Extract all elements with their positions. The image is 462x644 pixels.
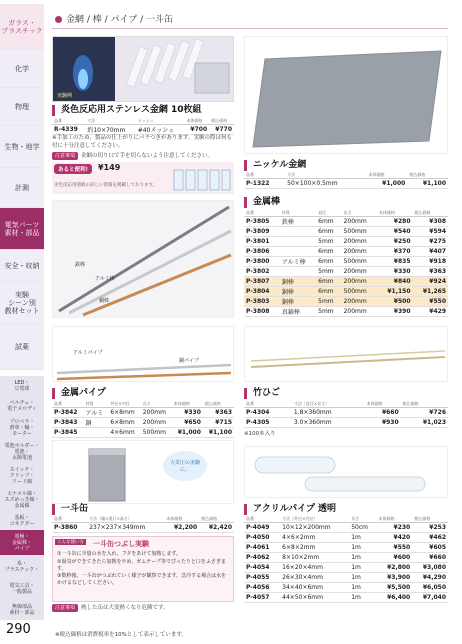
sidebar-tab-physics[interactable]: 物理 — [0, 88, 44, 126]
sidebar-sub-led[interactable]: LED・ 豆電球 — [0, 376, 44, 396]
bamboo-illustration — [245, 327, 448, 382]
table-row: P-4050 4×6×2mm 1m ¥420 ¥462 — [246, 534, 446, 541]
acrylic-title: アクリルパイプ 透明 — [244, 504, 336, 515]
acrylic-photo — [244, 446, 448, 498]
convenient-price: ¥149 — [98, 163, 121, 172]
can-notice: 注意事項 熱した缶は大変熱くなり危険です。 — [52, 604, 234, 612]
sidebar-sub-peltier[interactable]: ベルチェ・ 電子メロディ — [0, 396, 44, 416]
table-row: P-3807 銅棒 6mm 200mm ¥840 ¥924 — [246, 278, 446, 286]
breadcrumb — [55, 12, 173, 25]
mesh-note: ※手加工のため、製品の仕上がりにバラつきがあります。実験の際は何も付に十分注意してください。 — [52, 135, 232, 149]
category-sidebar — [0, 0, 44, 620]
page-number: 290 — [6, 622, 31, 637]
pipe-label-aluminum: アルミパイプ — [73, 350, 103, 356]
bullet-icon — [55, 16, 62, 23]
sidebar-sub-wire[interactable]: エナメル線・ スズめっき線・ 金属線 — [0, 488, 44, 512]
sidebar-tab-biology[interactable]: 生物・地学 — [0, 126, 44, 168]
experiment-step: ②湯気ができてきたら加熱をやめ、ガムテープ等でぴったりと口をふさぎます。 — [57, 559, 226, 572]
convenient-box — [52, 162, 234, 194]
sidebar-sub-board[interactable]: 基板・ コネクター — [0, 512, 44, 530]
sidebar-sub-switch[interactable]: スイッチ・ クリップ・ リード線 — [0, 464, 44, 488]
sidebar-sub-tools[interactable]: 電気工具・ 一般製品 — [0, 578, 44, 600]
convenient-label: あると便利! — [54, 164, 92, 174]
notice-badge: 注意事項 — [52, 604, 78, 612]
tax-footnote: ※税込価格は消費税率を10%として表示しています。 — [55, 632, 187, 638]
can-illustration — [53, 441, 234, 504]
table-row: P-3809 6mm 500mm ¥540 ¥594 — [246, 228, 446, 235]
bamboo-title: 竹ひご — [244, 388, 280, 399]
can-photo — [52, 440, 234, 504]
table-row: P-3842 アルミ 6×8mm 200mm ¥330 ¥363 — [54, 409, 232, 417]
sidebar-sub-battery[interactable]: 電池ホルダー・ 電池・ 太陽電池 — [0, 440, 44, 464]
bamboo-table: 品番 寸法（直径×長さ） 本体価格 税込価格 P-4304 1.8×360mm ¥660 ¥726 P-4305 3.0×360mm ¥930 ¥1,023 — [246, 401, 446, 426]
sidebar-tab-glass[interactable]: ガラス・ プラスチック — [0, 4, 44, 50]
nickel-photo — [244, 36, 448, 154]
header-divider — [52, 28, 448, 29]
table-row: P-3800 アルミ棒 6mm 500mm ¥835 ¥918 — [246, 258, 446, 266]
can-bubble-text: 大気圧の実験に。 — [169, 460, 200, 473]
can-bubble — [163, 451, 207, 481]
rods-photo — [52, 200, 234, 318]
rod-label-iron: 鉄棒 — [75, 262, 86, 268]
sidebar-tab-measurement[interactable]: 計測 — [0, 168, 44, 208]
table-row: P-3802 5mm 200mm ¥330 ¥363 — [246, 268, 446, 275]
table-row: P-1322 50×100×0.5mm ¥1,000 ¥1,100 — [246, 180, 446, 187]
table-row: P-4057 44×50×6mm 1m ¥6,400 ¥7,040 — [246, 594, 446, 601]
sidebar-tab-chemistry[interactable]: 化学 — [0, 50, 44, 88]
table-row: P-3843 銅 6×8mm 200mm ¥650 ¥715 — [54, 419, 232, 427]
table-row: P-3860 237×237×349mm ¥2,200 ¥2,420 — [54, 524, 232, 531]
bamboo-note: ※100本入り — [244, 431, 276, 437]
mesh-title: 炎色反応用ステンレス金網 10枚組 — [52, 105, 202, 116]
notice-badge: 注意事項 — [52, 152, 78, 160]
sidebar-sub-motor[interactable]: プロペラ・ 滑車・軸・ モーター — [0, 416, 44, 440]
rods-title: 金属棒 — [244, 197, 280, 208]
rods-illustration — [53, 201, 234, 318]
table-row: P-4054 16×20×4mm 1m ¥2,800 ¥3,080 — [246, 564, 446, 571]
experiment-title: 一斗缶つぶし実験 — [93, 540, 149, 548]
nickel-table: 品番 寸法 本体価格 税込価格 P-1322 50×100×0.5mm ¥1,000 ¥1,100 — [246, 172, 446, 187]
mesh-photo — [52, 36, 234, 102]
table-row: R-4339 約10×70mm #40メッシュ ¥700 ¥770 — [54, 126, 232, 134]
acrylic-illustration — [245, 447, 448, 498]
sidebar-tab-electric-parts[interactable]: 電気パーツ 素材・部品 — [0, 208, 44, 250]
convenient-note: 炎色反応用溶液の詳しい情報を掲載しております。 — [54, 183, 158, 188]
mesh-notice: 注意事項 金網の切り口で手を切らないよう注意してください。 — [52, 152, 234, 160]
sidebar-sub-plastic[interactable]: 糸・ プラスチック・ — [0, 556, 44, 578]
table-row: P-3805 鉄棒 6mm 200mm ¥280 ¥308 — [246, 218, 446, 226]
breadcrumb-text: 金網 / 棒 / パイプ / 一斗缶 — [66, 15, 173, 25]
sidebar-sub-radio[interactable]: 無線部品 素材・部品 — [0, 600, 44, 620]
mesh-table: 品番 寸法 メッシュ 本体価格 税込価格 R-4339 約10×70mm #40メッシュ ¥700 ¥770 — [54, 118, 232, 134]
experiment-tag: こんな使い方 — [57, 540, 84, 545]
bottle-illustration — [172, 164, 232, 192]
bamboo-photo — [244, 326, 448, 382]
table-row: P-3806 6mm 200mm ¥370 ¥407 — [246, 248, 446, 255]
mesh-illustration — [53, 37, 234, 102]
pipes-title: 金属パイプ — [52, 388, 106, 399]
pipe-label-copper: 銅パイプ — [179, 358, 199, 364]
table-row: P-3845 4×6mm 500mm ¥1,000 ¥1,100 — [54, 429, 232, 436]
table-row: P-4049 10×12×200mm 50cm ¥230 ¥253 — [246, 524, 446, 531]
sidebar-tab-safety[interactable]: 安全・収納 — [0, 250, 44, 282]
table-row: P-4304 1.8×360mm ¥660 ¥726 — [246, 409, 446, 416]
experiment-step: ①一斗缶に少量の水を入れ、フタをあけて加熱します。 — [57, 551, 182, 557]
rod-label-copper: 銅棒 — [99, 298, 110, 304]
pipes-photo — [52, 326, 234, 382]
experiment-step: ③数秒後、一斗缶がつぶれていく様子が観察できます。急冷する場合は水をかけるなどしてください。 — [57, 573, 227, 586]
table-row: P-3804 銅棒 6mm 500mm ¥1,150 ¥1,265 — [246, 288, 446, 296]
acrylic-table: 品番 寸法（外径×内径） 長さ 本体価格 税込価格 P-4049 10×12×200mm 50cm ¥230 ¥253 P-4050 4×6×2mm 1m ¥420 ¥462 P-4061 6×8×2mm 1m ¥550 ¥605 P-4062 8×10×2mm 1m ¥600 ¥660 P-4054 16×20×4mm 1m ¥2,800 ¥3,080 P-4055 26×30×4mm 1m ¥3,900 ¥4,290 P-4056 34×40×6mm 1m ¥5,500 ¥6,050 P-4057 44×50×6mm 1m ¥6,400 ¥7,040 — [246, 516, 446, 601]
rods-table: 品番 材質 直径 長さ 本体価格 税込価格 P-3805 鉄棒 6mm 200mm ¥280 ¥308 P-3809 6mm 500mm ¥540 ¥594 P-3801 5mm 200mm ¥250 ¥275 P-3806 6mm 200mm ¥370 ¥407 P-3800 アルミ棒 6mm 500mm ¥835 ¥918 P-3802 5mm 200mm ¥330 ¥363 P-3807 銅棒 6mm 200mm ¥840 ¥924 P-3804 銅棒 6mm 500mm ¥1,150 ¥1,265 P-3803 銅棒 5mm 200mm ¥500 ¥550 P-3808 真鍮棒 5mm 200mm ¥390 ¥429 — [246, 210, 446, 316]
can-table: 品番 寸法（幅×奥行×高さ） 本体価格 税込価格 P-3860 237×237×349mm ¥2,200 ¥2,420 — [54, 516, 232, 531]
table-row: P-4055 26×30×4mm 1m ¥3,900 ¥4,290 — [246, 574, 446, 581]
table-row: P-4056 34×40×6mm 1m ¥5,500 ¥6,050 — [246, 584, 446, 591]
table-row: P-3801 5mm 200mm ¥250 ¥275 — [246, 238, 446, 245]
nickel-title: ニッケル金網 — [244, 160, 306, 171]
can-title: 一斗缶 — [52, 504, 88, 515]
table-row: P-4061 6×8×2mm 1m ¥550 ¥605 — [246, 544, 446, 551]
sidebar-sub-electrode[interactable]: 電極・ 金属棒・ パイプ — [0, 530, 44, 556]
sidebar-tab-reagents[interactable]: 試薬 — [0, 324, 44, 370]
pipes-table: 品番 材質 外径×内径 長さ 本体価格 税込価格 P-3842 アルミ 6×8mm 200mm ¥330 ¥363 P-3843 銅 6×8mm 200mm ¥650 ¥715 P-3845 4×6mm 500mm ¥1,000 ¥1,100 — [54, 401, 232, 436]
mesh-photo-label: 実験例 — [57, 93, 73, 99]
table-row: P-4062 8×10×2mm 1m ¥600 ¥660 — [246, 554, 446, 561]
table-row: P-4305 3.0×360mm ¥930 ¥1,023 — [246, 419, 446, 426]
experiment-box — [52, 536, 234, 602]
rod-label-aluminum: アルミ棒 — [95, 276, 115, 282]
table-row: P-3803 銅棒 5mm 200mm ¥500 ¥550 — [246, 298, 446, 306]
sidebar-tab-kits[interactable]: 実験 シーン別 教材セット — [0, 282, 44, 324]
table-row: P-3808 真鍮棒 5mm 200mm ¥390 ¥429 — [246, 308, 446, 316]
nickel-illustration — [245, 37, 448, 154]
